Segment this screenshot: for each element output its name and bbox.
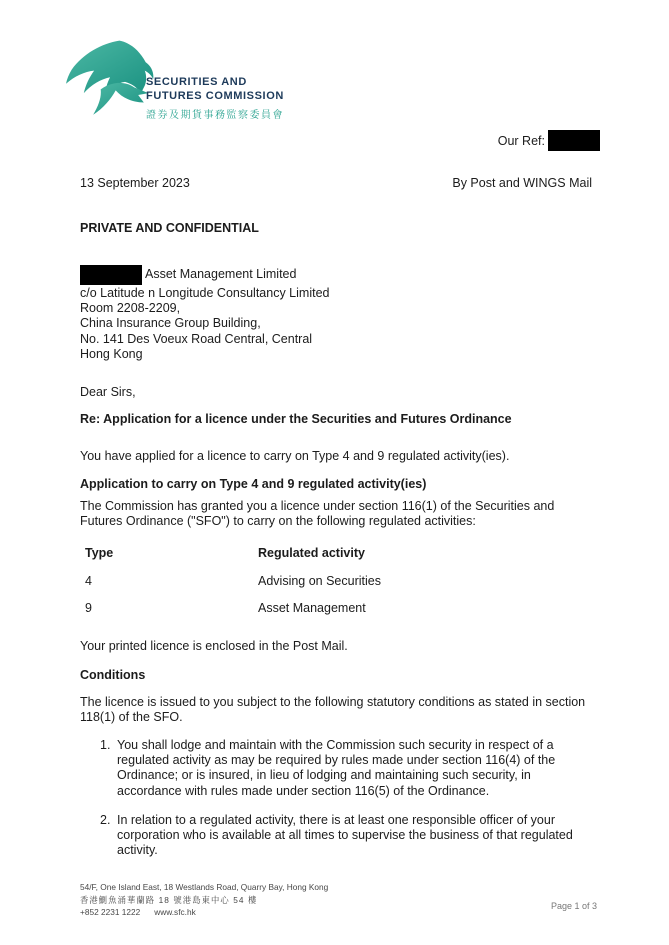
our-ref-label: Our Ref:	[497, 133, 545, 148]
date-row	[80, 176, 592, 190]
list-item	[100, 738, 575, 799]
page-footer	[80, 881, 328, 919]
recipient-name-suffix: Asset Management Limited	[145, 266, 297, 281]
footer-address-en: 54/F, One Island East, 18 Westlands Road, Quarry Bay, Hong Kong	[80, 882, 329, 892]
list-item-text: You shall lodge and maintain with the Commission such security in respect of a regulated activity as may be required by rules made under section 116(4) of the Ordinance; or is insured, in lieu of lodging and maintaining such security, in accordance with rules made under section 116(5) of the Ordinance.	[117, 738, 556, 798]
recipient-address-block	[80, 264, 329, 362]
paragraph-granted: The Commission has granted you a licence under section 116(1) of the Securities and Futures Ordinance ("SFO") to carry on the following regulated activities:	[80, 499, 555, 529]
footer-address-zh: 香港鰂魚涌華蘭路 18 號港島東中心 54 樓	[80, 894, 258, 905]
activities-table	[80, 546, 381, 629]
address-line: Hong Kong	[80, 346, 143, 361]
page-number: Page 1 of 3	[550, 901, 597, 911]
letter-date: 13 September 2023	[80, 176, 190, 190]
privacy-notice: PRIVATE AND CONFIDENTIAL	[80, 221, 259, 235]
our-ref-line	[498, 130, 600, 151]
table-header-type: Type	[85, 546, 114, 560]
table-header-activity: Regulated activity	[258, 546, 365, 560]
our-ref-redaction-box	[548, 130, 600, 151]
address-line: No. 141 Des Voeux Road Central, Central	[80, 331, 313, 346]
delivery-method: By Post and WINGS Mail	[452, 176, 592, 190]
sfc-logo-text	[146, 40, 284, 121]
paragraph-conditions-intro: The licence is issued to you subject to the following statutory conditions as stated in section 118(1) of the SFO.	[80, 695, 586, 725]
address-line: China Insurance Group Building,	[80, 316, 261, 331]
list-item	[100, 813, 575, 859]
salutation: Dear Sirs,	[80, 385, 136, 399]
table-cell-activity: Asset Management	[258, 601, 366, 615]
table-row	[80, 574, 381, 589]
paragraph-printed-licence: Your printed licence is enclosed in the Post Mail.	[80, 639, 348, 653]
table-cell-type: 9	[85, 601, 92, 615]
conditions-heading: Conditions	[80, 668, 146, 682]
footer-phone: +852 2231 1222	[80, 907, 141, 917]
org-name-chinese: 證券及期貨事務監察委員會	[146, 110, 284, 121]
org-name-line2: FUTURES COMMISSION	[146, 90, 284, 102]
subject-line: Re: Application for a licence under the Securities and Futures Ordinance	[80, 412, 512, 426]
table-cell-type: 4	[85, 573, 92, 588]
recipient-name-line	[80, 264, 329, 285]
table-header-row	[80, 546, 381, 561]
list-item-number: 1.	[100, 738, 111, 752]
sfc-bird-icon	[66, 40, 156, 120]
table-row	[80, 601, 381, 616]
address-line: Room 2208-2209,	[80, 301, 181, 316]
list-item-number: 2.	[100, 812, 111, 827]
application-heading: Application to carry on Type 4 and 9 regulated activity(ies)	[80, 477, 427, 491]
recipient-name-redaction-box	[80, 265, 142, 285]
paragraph-applied: You have applied for a licence to carry on Type 4 and 9 regulated activity(ies).	[80, 449, 510, 463]
org-name-line1: SECURITIES AND	[146, 76, 247, 88]
address-line: c/o Latitude n Longitude Consultancy Limited	[80, 286, 330, 300]
list-item-text: In relation to a regulated activity, there is at least one responsible officer of your corporation who is available at all times to supervise the business of that regulated activity.	[117, 812, 573, 858]
table-cell-activity: Advising on Securities	[258, 573, 381, 588]
sfc-logo	[66, 40, 284, 121]
footer-website: www.sfc.hk	[154, 907, 196, 917]
conditions-list	[100, 738, 575, 872]
footer-contact-line	[80, 906, 328, 919]
